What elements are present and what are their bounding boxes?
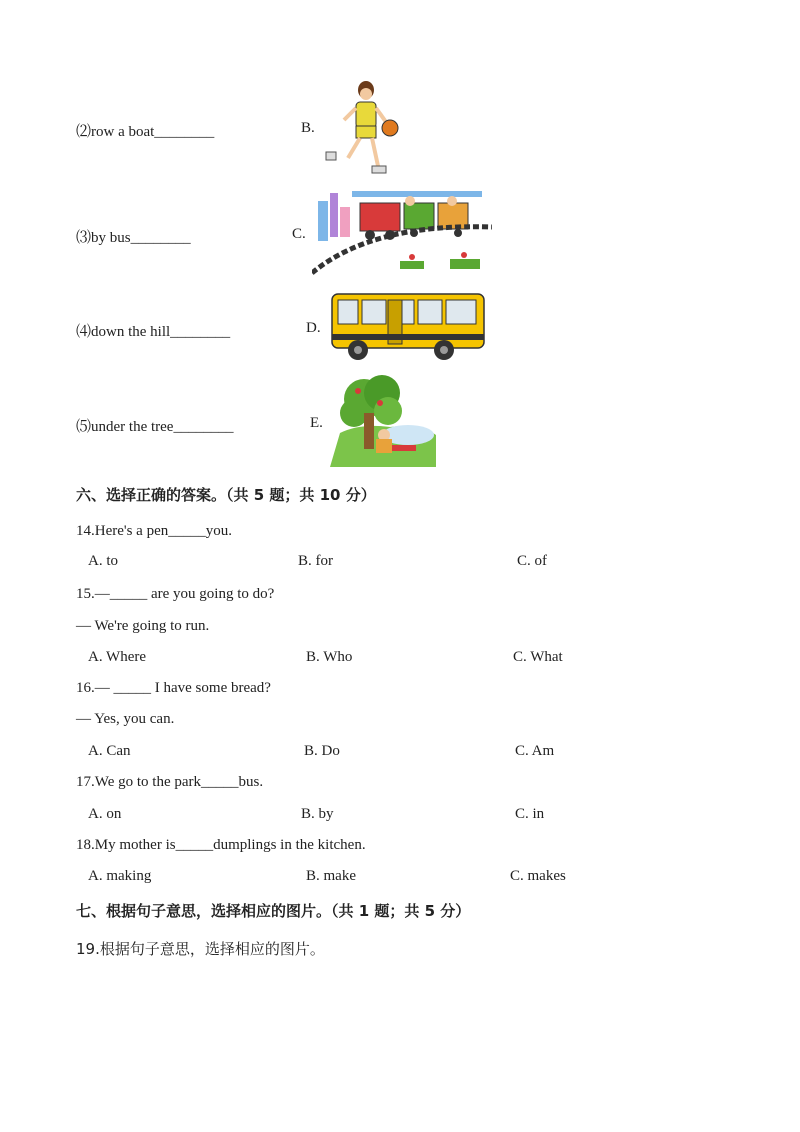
question-stem: 14.Here's a pen_____you.	[76, 523, 232, 539]
option-c: C. Am	[515, 743, 555, 759]
option-c: C. What	[513, 649, 563, 665]
toy-train-picture	[312, 183, 492, 277]
matching-letter: E.	[310, 415, 323, 431]
question-response: — Yes, you can.	[76, 711, 175, 727]
option-a: A. Where	[88, 649, 147, 665]
matching-text: ⑵row a boat________	[76, 124, 215, 140]
option-a: A. to	[88, 553, 118, 569]
option-b: B. Do	[304, 743, 340, 759]
option-c: C. makes	[510, 868, 566, 884]
matching-letter: D.	[306, 320, 321, 336]
basketball-girl-picture	[322, 78, 402, 178]
matching-letter: C.	[292, 226, 306, 242]
option-b: B. for	[298, 553, 333, 569]
option-b: B. Who	[306, 649, 353, 665]
yellow-bus-picture	[328, 290, 488, 364]
matching-text: ⑶by bus________	[76, 230, 191, 246]
question-19: 19.根据句子意思，选择相应的图片。	[76, 940, 325, 958]
question-stem: 16.— _____ I have some bread?	[76, 680, 271, 696]
question-response: — We're going to run.	[76, 618, 210, 634]
option-a: A. Can	[88, 743, 131, 759]
option-a: A. making	[88, 868, 152, 884]
matching-letter: B.	[301, 120, 315, 136]
section-7-heading: 七、根据句子意思，选择相应的图片。（共 1 题；共 5 分）	[76, 902, 471, 920]
question-stem: 17.We go to the park_____bus.	[76, 774, 264, 790]
matching-text: ⑷down the hill________	[76, 324, 231, 340]
question-stem: 18.My mother is_____dumplings in the kitchen.	[76, 837, 366, 853]
option-a: A. on	[88, 806, 122, 822]
option-c: C. in	[515, 806, 545, 822]
option-c: C. of	[517, 553, 547, 569]
question-stem: 15.—_____ are you going to do?	[76, 586, 275, 602]
option-b: B. make	[306, 868, 356, 884]
option-b: B. by	[301, 806, 334, 822]
section-6-heading: 六、选择正确的答案。（共 5 题；共 10 分）	[76, 486, 376, 504]
matching-text: ⑸under the tree________	[76, 419, 234, 435]
tree-reading-picture	[330, 373, 436, 467]
